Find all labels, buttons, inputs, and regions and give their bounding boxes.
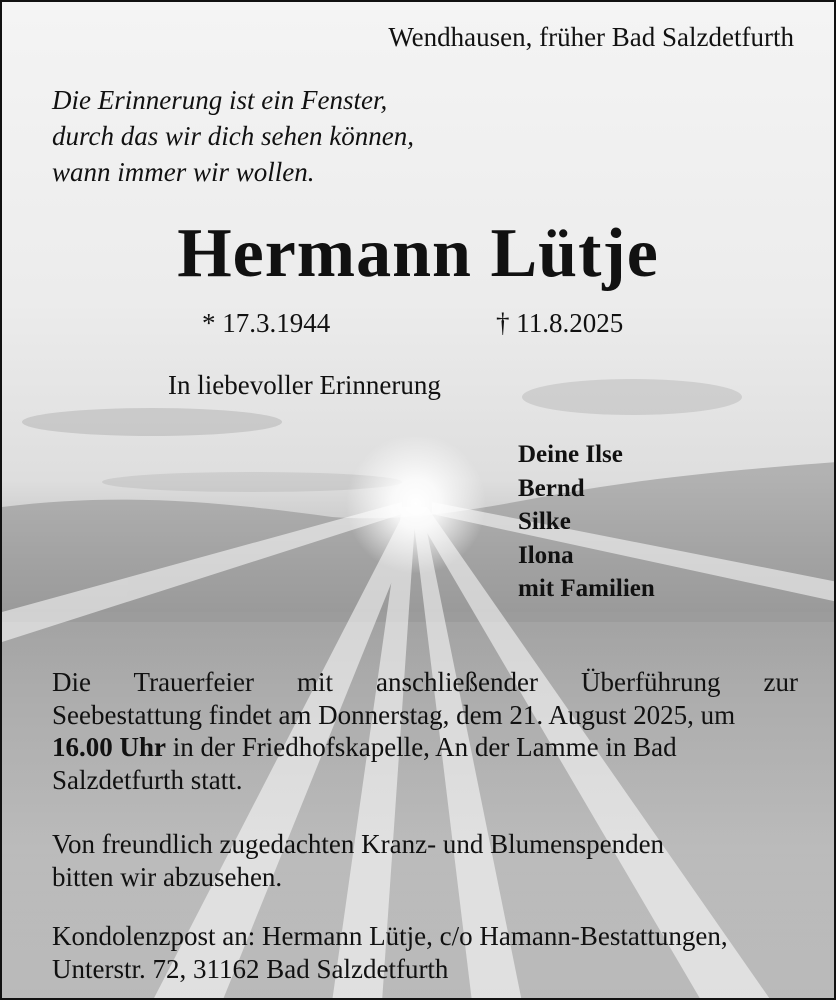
service-time: 16.00 Uhr	[52, 732, 166, 762]
service-line: Seebestattung findet am Donnerstag, dem 21. August 2025, um	[52, 699, 736, 730]
place-line: Wendhausen, früher Bad Salzdetfurth	[388, 22, 794, 52]
mourner-name: Bernd	[518, 474, 585, 502]
funeral-service-paragraph	[52, 666, 798, 796]
service-line: Salzdetfurth statt.	[52, 764, 243, 795]
service-location: in der Friedhofskapelle, An der Lamme in Bad	[166, 732, 677, 762]
quote-line: wann immer wir wollen.	[52, 157, 315, 187]
condolence-address	[52, 920, 798, 985]
service-line	[52, 731, 798, 764]
mourner-name: mit Familien	[518, 575, 655, 602]
flowers-paragraph	[52, 828, 798, 893]
mourner-name: Ilona	[518, 541, 574, 569]
mourner-name: Deine Ilse	[518, 441, 623, 468]
deceased-name: Hermann Lütje	[177, 215, 659, 292]
condolence-line: Kondolenzpost an: Hermann Lütje, c/o Hamann-Bestattungen,	[52, 921, 728, 951]
quote-line: Die Erinnerung ist ein Fenster,	[52, 85, 388, 115]
death-date: † 11.8.2025	[496, 308, 624, 338]
mourners-list	[518, 438, 655, 606]
flowers-line: bitten wir abzusehen.	[52, 861, 283, 892]
memory-line: In liebevoller Erinnerung	[168, 370, 441, 400]
condolence-line: Unterstr. 72, 31162 Bad Salzdetfurth	[52, 953, 449, 984]
sun	[346, 434, 486, 574]
mourner-name: Silke	[518, 508, 571, 535]
memorial-quote	[52, 82, 414, 190]
flowers-line: Von freundlich zugedachten Kranz- und Blumenspenden	[52, 829, 665, 859]
service-line: Die Trauerfeier mit anschließender Überführung zur	[52, 667, 798, 697]
quote-line: durch das wir dich sehen können,	[52, 121, 414, 151]
birth-date: * 17.3.1944	[202, 308, 331, 338]
